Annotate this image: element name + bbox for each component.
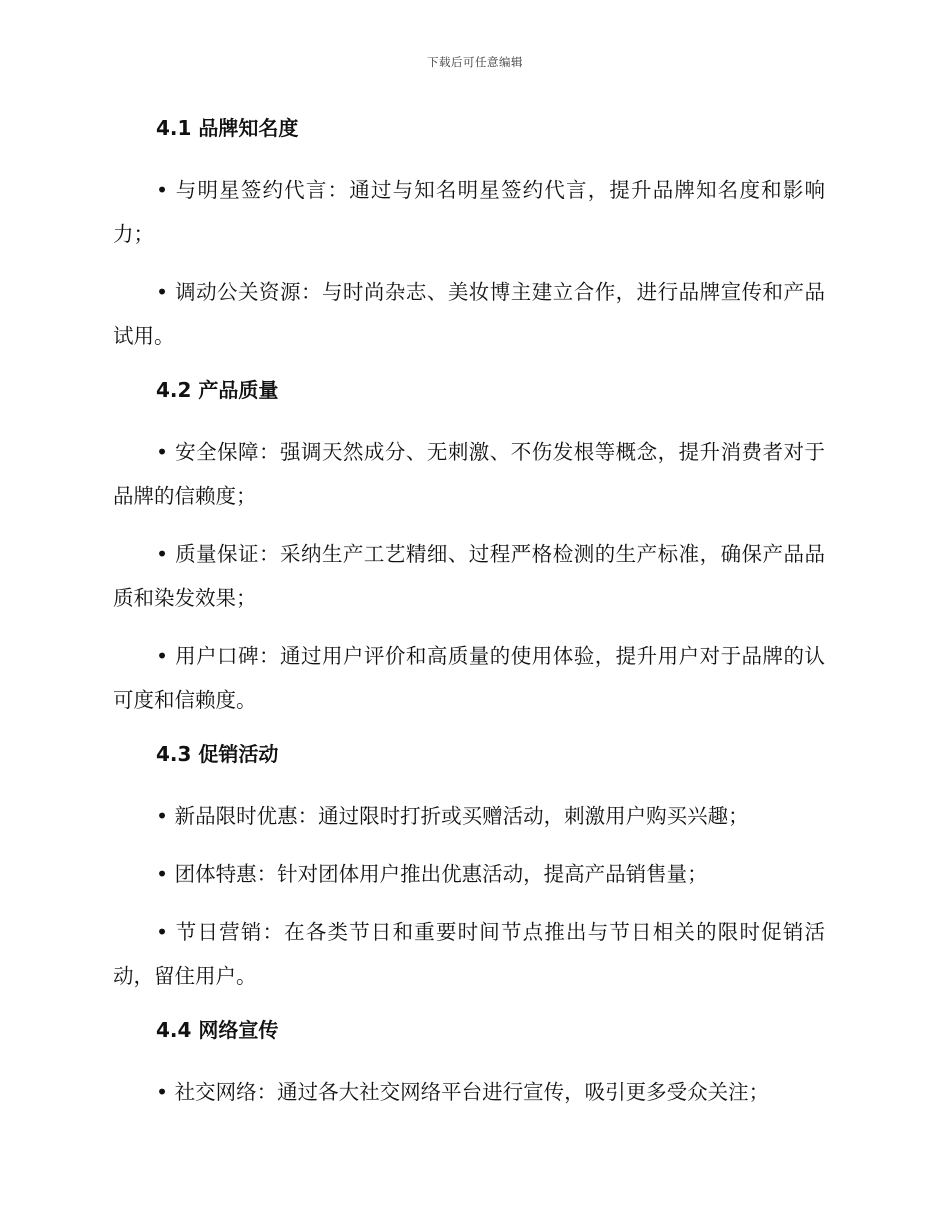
paragraph-pr-resources: • 调动公关资源：与时尚杂志、美妆博主建立合作，进行品牌宣传和产品试用。	[113, 280, 825, 348]
paragraph-group-offer: • 团体特惠：针对团体用户推出优惠活动，提高产品销售量；	[156, 862, 708, 886]
section-heading-4-1: 4.1 品牌知名度	[156, 116, 299, 140]
paragraph-quality-guarantee: • 质量保证：采纳生产工艺精细、过程严格检测的生产标准，确保产品品质和染发效果；	[113, 542, 825, 610]
paragraph-social-network: • 社交网络：通过各大社交网络平台进行宣传，吸引更多受众关注；	[156, 1080, 770, 1104]
section-heading-4-3: 4.3 促销活动	[156, 742, 279, 766]
paragraph-celebrity-endorsement: • 与明星签约代言：通过与知名明星签约代言，提升品牌知名度和影响力；	[113, 178, 825, 246]
page-header-note: 下载后可任意编辑	[427, 55, 523, 69]
paragraph-holiday-marketing: • 节日营销：在各类节日和重要时间节点推出与节日相关的限时促销活动，留住用户。	[113, 920, 825, 988]
paragraph-safety-assurance: • 安全保障：强调天然成分、无刺激、不伤发根等概念，提升消费者对于品牌的信赖度；	[113, 440, 825, 508]
paragraph-user-reputation: • 用户口碑：通过用户评价和高质量的使用体验，提升用户对于品牌的认可度和信赖度。	[113, 644, 825, 712]
paragraph-new-product-discount: • 新品限时优惠：通过限时打折或买赠活动，刺激用户购买兴趣；	[156, 804, 749, 828]
document-body	[113, 110, 825, 1128]
section-heading-4-2: 4.2 产品质量	[156, 378, 279, 402]
section-heading-4-4: 4.4 网络宣传	[156, 1018, 279, 1042]
